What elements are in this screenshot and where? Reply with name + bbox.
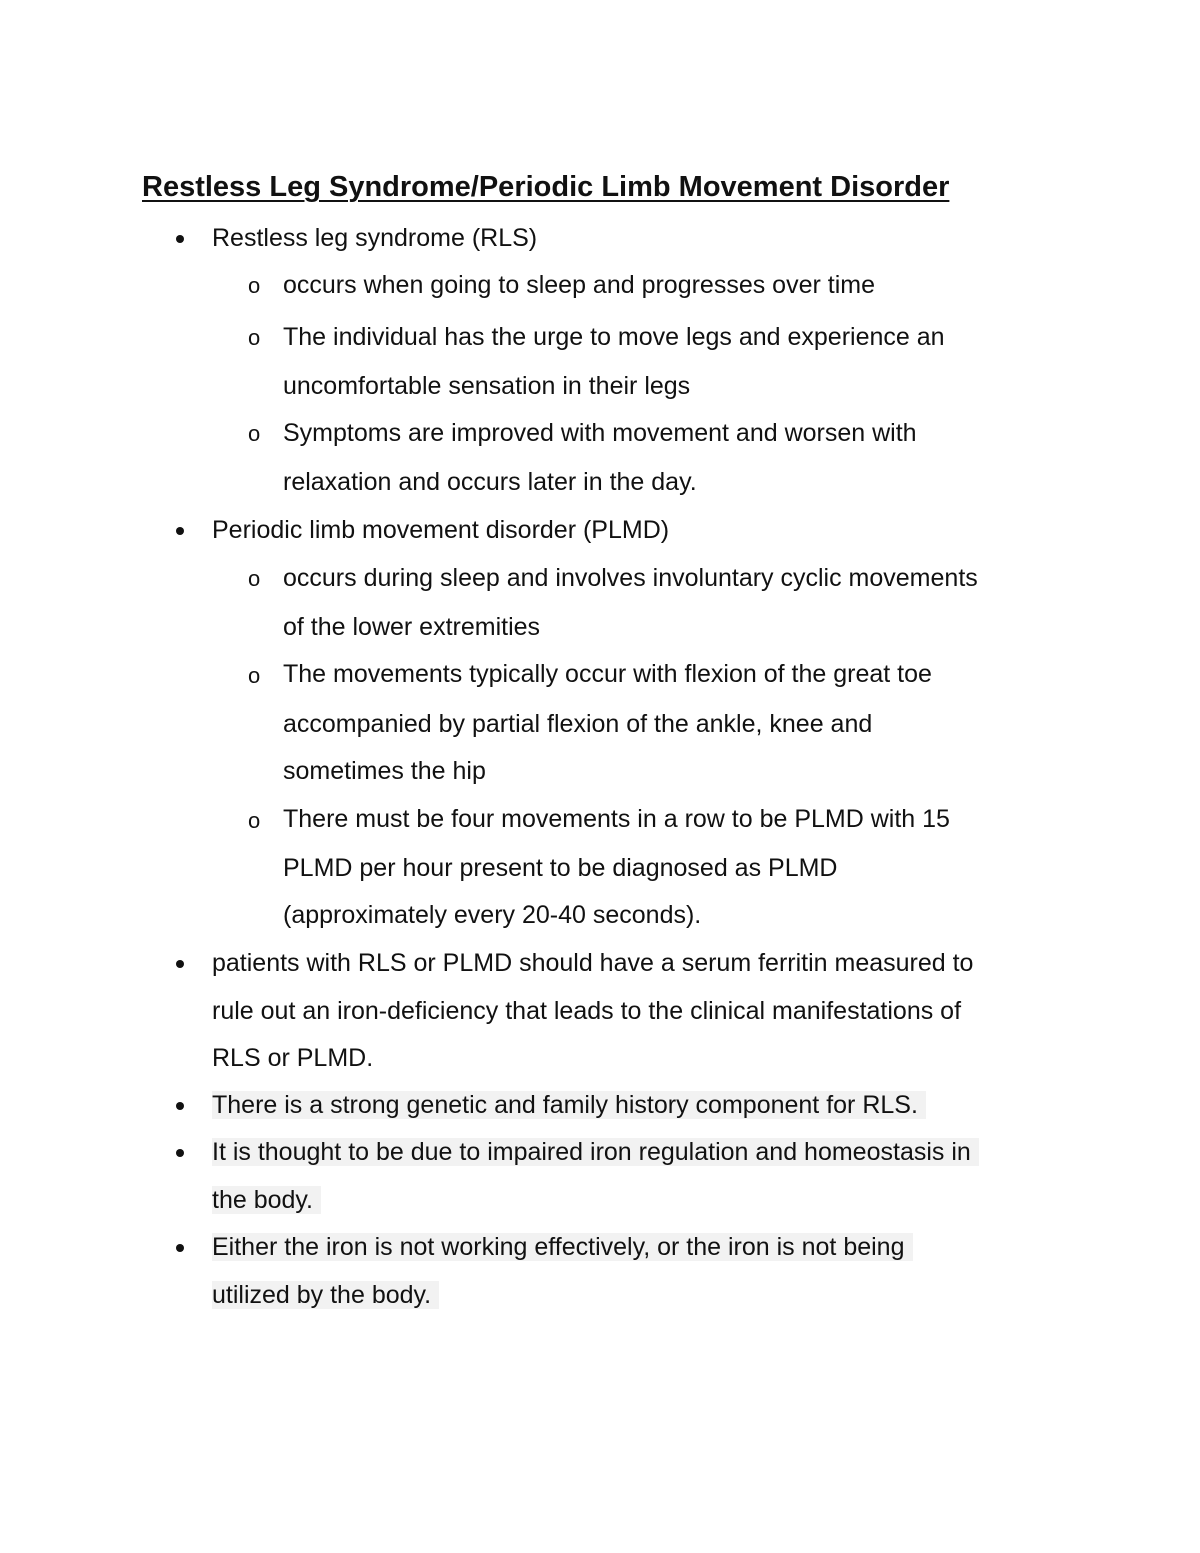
sub-bullet-marker: o — [248, 421, 261, 446]
bullet-text: utilized by the body. — [212, 1281, 439, 1309]
bullet-text: RLS or PLMD. — [212, 1044, 374, 1072]
bullet-text: It is thought to be due to impaired iron regulation and homeostasis in — [212, 1138, 979, 1166]
sub-bullet-marker: o — [248, 808, 261, 833]
bullet-dot — [176, 1149, 184, 1157]
sub-bullet-text: uncomfortable sensation in their legs — [283, 372, 691, 400]
sub-bullet-marker: o — [248, 566, 261, 591]
sub-bullet-text: The individual has the urge to move legs and experience an — [283, 323, 945, 351]
sub-bullet-text: (approximately every 20-40 seconds). — [283, 901, 702, 929]
sub-bullet-text: sometimes the hip — [283, 757, 486, 785]
sub-bullet-text: The movements typically occur with flexion of the great toe — [283, 660, 932, 688]
bullet-text: There is a strong genetic and family history component for RLS. — [212, 1091, 926, 1119]
sub-bullet-text: Symptoms are improved with movement and worsen with — [283, 419, 917, 447]
bullet-text: Restless leg syndrome (RLS) — [212, 224, 538, 252]
bullet-line-wrap — [212, 1232, 913, 1262]
bullet-dot — [176, 960, 184, 968]
page-title: Restless Leg Syndrome/Periodic Limb Movement Disorder — [142, 171, 950, 203]
sub-bullet-text: accompanied by partial flexion of the ankle, knee and — [283, 710, 873, 738]
bullet-line-wrap — [212, 1137, 979, 1167]
sub-bullet-marker: o — [248, 273, 261, 298]
bullet-text: Periodic limb movement disorder (PLMD) — [212, 516, 670, 544]
sub-bullet-text: of the lower extremities — [283, 613, 541, 641]
sub-bullet-marker: o — [248, 663, 261, 688]
sub-bullet-text: There must be four movements in a row to be PLMD with 15 — [283, 805, 950, 833]
bullet-dot — [176, 1244, 184, 1252]
bullet-line-wrap — [212, 1185, 321, 1215]
sub-bullet-text: PLMD per hour present to be diagnosed as PLMD — [283, 854, 838, 882]
bullet-text: rule out an iron-deficiency that leads to the clinical manifestations of — [212, 997, 962, 1025]
bullet-dot — [176, 527, 184, 535]
sub-bullet-marker: o — [248, 325, 261, 350]
sub-bullet-text: occurs during sleep and involves involuntary cyclic movements — [283, 564, 978, 592]
sub-bullet-text: relaxation and occurs later in the day. — [283, 468, 697, 496]
bullet-dot — [176, 235, 184, 243]
sub-bullet-text: occurs when going to sleep and progresses over time — [283, 271, 875, 299]
bullet-text: the body. — [212, 1186, 321, 1214]
bullet-line-wrap — [212, 1280, 439, 1310]
bullet-line-wrap — [212, 1090, 926, 1120]
bullet-text: patients with RLS or PLMD should have a serum ferritin measured to — [212, 949, 974, 977]
bullet-dot — [176, 1102, 184, 1110]
bullet-text: Either the iron is not working effectively, or the iron is not being — [212, 1233, 913, 1261]
